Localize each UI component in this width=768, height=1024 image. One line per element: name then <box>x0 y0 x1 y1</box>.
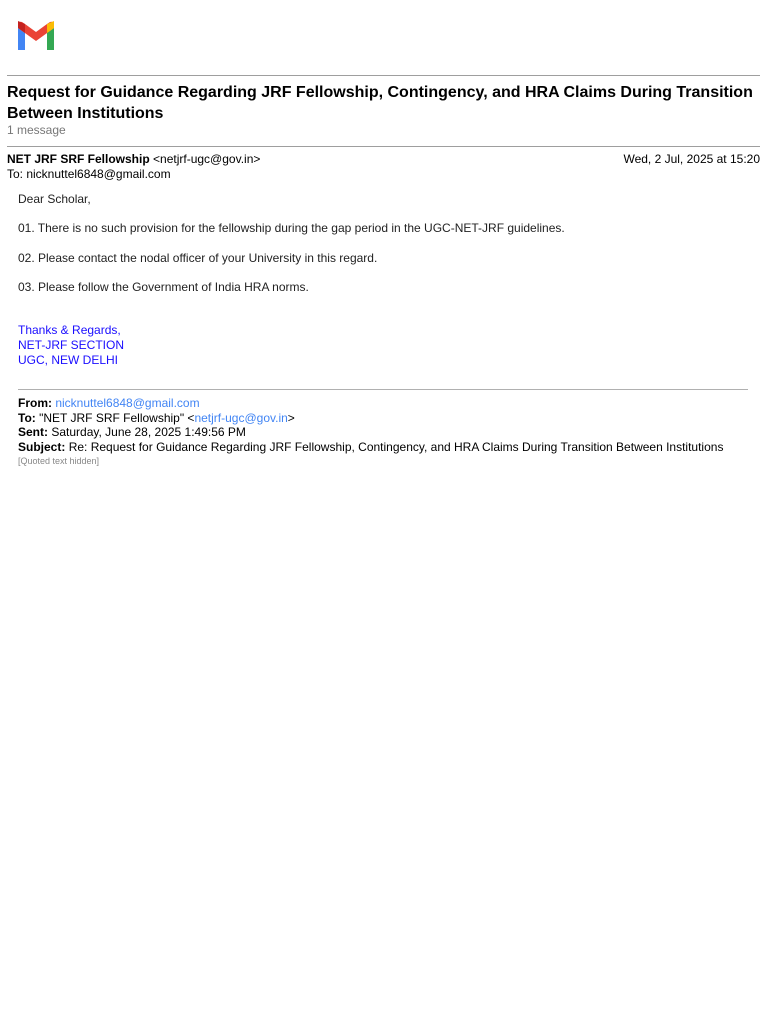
body-point-1: 01. There is no such provision for the fellowship during the gap period in the UGC-NET-JRF guidelines. <box>18 221 565 235</box>
email-subject: Request for Guidance Regarding JRF Fellowship, Contingency, and HRA Claims During Transition Between Institutions <box>7 84 753 122</box>
quoted-subject: Subject: Re: Request for Guidance Regarding JRF Fellowship, Contingency, and HRA Claims During Transition Between Institutions <box>18 440 724 455</box>
gmail-logo-icon <box>16 20 56 52</box>
message-count: 1 message <box>7 123 66 137</box>
quoted-header <box>18 396 758 467</box>
subject-divider <box>7 146 760 147</box>
quoted-from-link[interactable]: nicknuttel6848@gmail.com <box>55 396 200 410</box>
header-divider <box>7 75 760 76</box>
quoted-text-hidden-link[interactable]: [Quoted text hidden] <box>18 455 100 466</box>
sender-name: NET JRF SRF Fellowship <box>7 152 150 166</box>
email-date: Wed, 2 Jul, 2025 at 15:20 <box>623 152 760 166</box>
signature-line-3: UGC, NEW DELHI <box>18 353 119 367</box>
quoted-sent: Sent: Saturday, June 28, 2025 1:49:56 PM <box>18 425 246 440</box>
quoted-to-link[interactable]: netjrf-ugc@gov.in <box>194 410 288 425</box>
signature-line-1: Thanks & Regards, <box>18 323 121 337</box>
quoted-from: From: nicknuttel6848@gmail.com <box>18 396 200 410</box>
recipient-line: To: nicknuttel6848@gmail.com <box>7 167 171 181</box>
greeting: Dear Scholar, <box>18 192 91 206</box>
quoted-to: To: "NET JRF SRF Fellowship" <netjrf-ugc@gov.in> <box>18 410 295 425</box>
quote-divider <box>18 389 748 390</box>
body-point-3: 03. Please follow the Government of India HRA norms. <box>18 280 309 294</box>
signature <box>18 323 124 368</box>
signature-line-2: NET-JRF SECTION <box>18 338 125 352</box>
body-point-2: 02. Please contact the nodal officer of your University in this regard. <box>18 251 378 265</box>
sender-email: <netjrf-ugc@gov.in> <box>153 152 261 166</box>
sender-line <box>7 152 260 166</box>
